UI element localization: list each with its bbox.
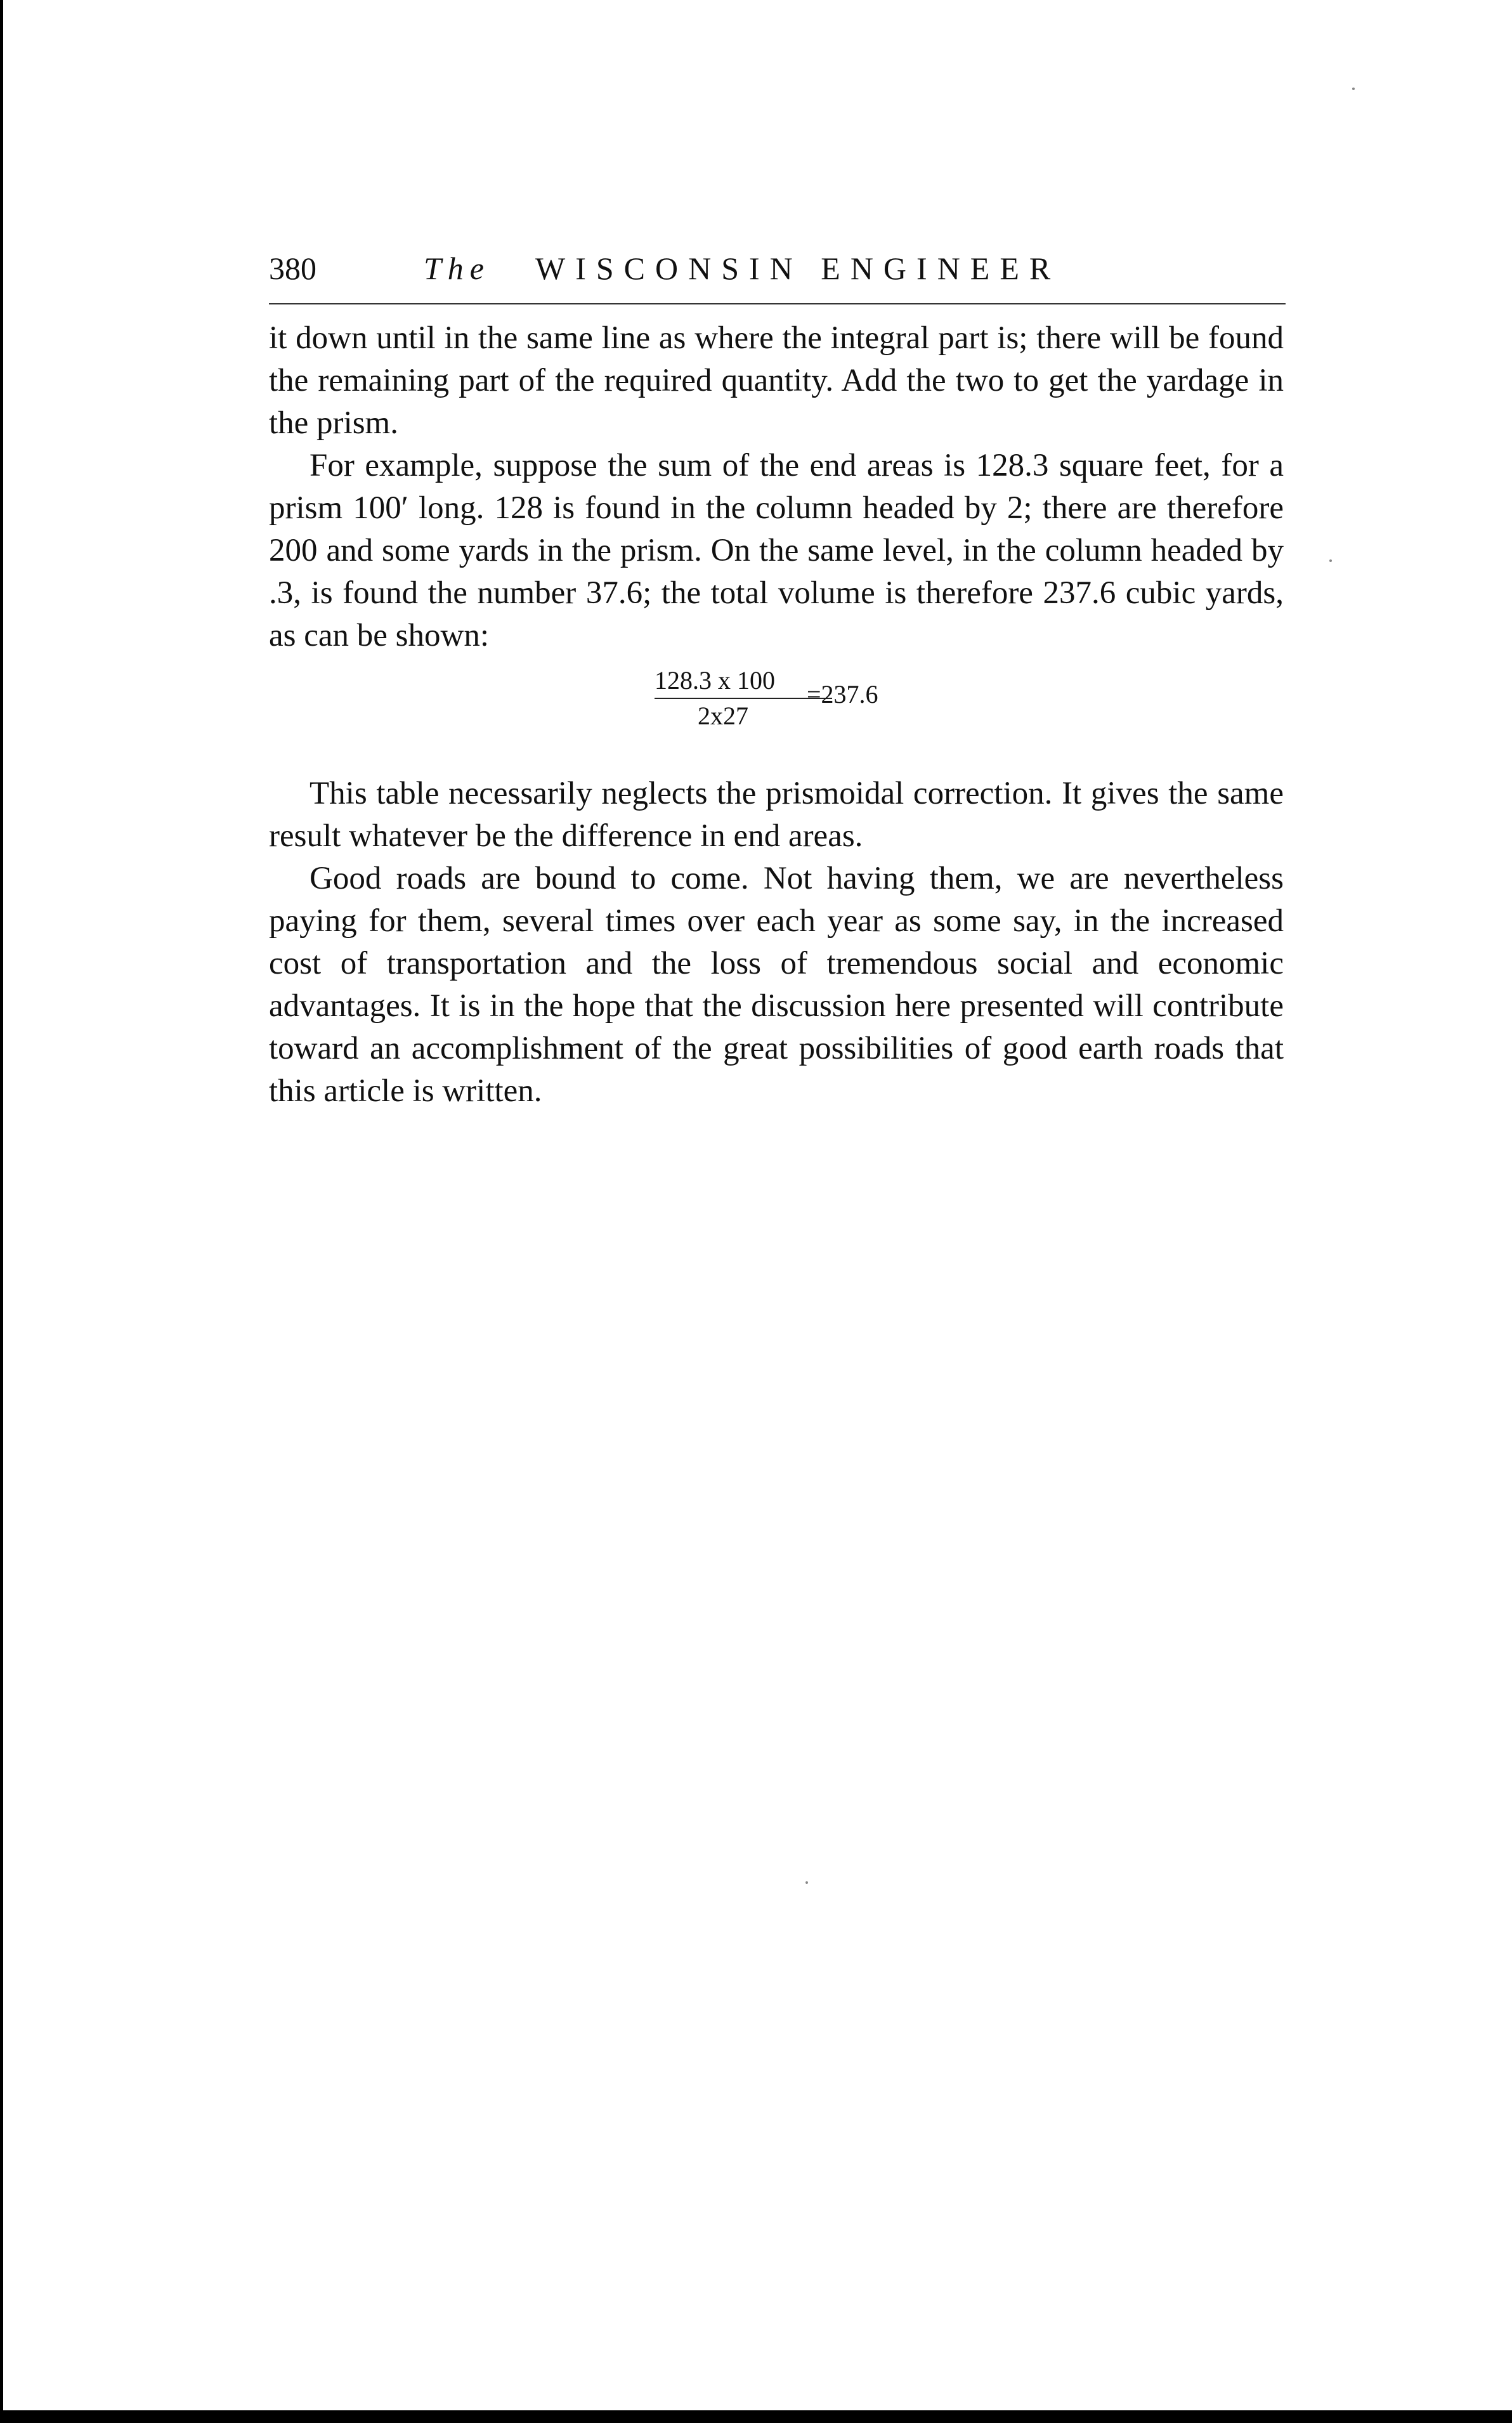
- fraction-rule: [655, 698, 832, 699]
- formula-result: =237.6: [807, 680, 878, 709]
- article-body: [269, 317, 1284, 1113]
- page-number: 380: [269, 251, 316, 286]
- paragraph-continuation: it down until in the same line as where the integral part is; there will be found the remaining part of the required quantity. Add the two to get the yardage in the prism.: [269, 320, 1284, 441]
- journal-title-article: The: [424, 251, 490, 286]
- header-rule: [269, 303, 1286, 304]
- paragraph-table-note: This table necessarily neglects the prismoidal correction. It gives the same result whatever be the difference in end areas.: [269, 776, 1284, 854]
- journal-title: WISCONSIN ENGINEER: [535, 251, 1061, 286]
- scan-speck: [1352, 88, 1355, 90]
- formula-denominator: 2x27: [698, 702, 748, 730]
- paragraph-conclusion: Good roads are bound to come. Not having them, we are nevertheless paying for them, several times over each year as some say, in the increased cost of transportation and the loss of tremendous social and economic advantages. It is in the hope that the discussion here presented will contribute toward an accomplishment of the great possibilities of good earth roads that this article is written.: [269, 861, 1284, 1109]
- paragraph-example: For example, suppose the sum of the end areas is 128.3 square feet, for a prism 100′ long. 128 is found in the column headed by 2; there are therefore 200 and some yards in the prism. On the same level, in the column headed by .3, is found the number 37.6; the total volume is therefore 237.6 cubic yards, as can be shown:: [269, 448, 1284, 653]
- scan-speck: [1329, 559, 1332, 562]
- volume-formula: [269, 665, 1284, 760]
- running-header: [269, 246, 1284, 291]
- scan-bottom-edge: [0, 2410, 1512, 2423]
- scan-left-edge: [0, 0, 3, 2423]
- scan-speck: [805, 1881, 808, 1884]
- formula-numerator: 128.3 x 100: [655, 666, 775, 695]
